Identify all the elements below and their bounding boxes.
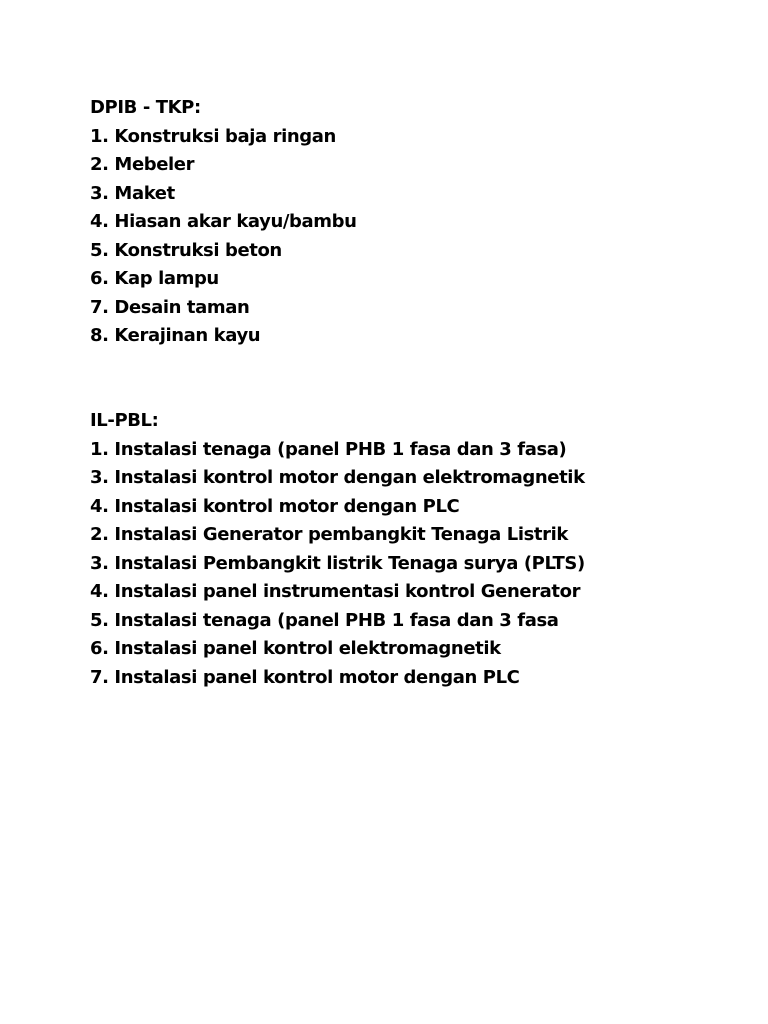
item-list — [90, 123, 750, 351]
list-item: 3. Maket — [90, 182, 175, 204]
list-item: 5. Instalasi tenaga (panel PHB 1 fasa dan 3 fasa — [90, 609, 559, 631]
list-item: 4. Instalasi kontrol motor dengan PLC — [90, 495, 460, 517]
section-heading: IL-PBL: — [90, 410, 159, 431]
list-item: 3. Instalasi kontrol motor dengan elektromagnetik — [90, 467, 585, 488]
section-dpib-tkp — [90, 94, 750, 351]
list-item: 8. Kerajinan kayu — [90, 325, 261, 346]
list-item: 1. Konstruksi baja ringan — [90, 125, 336, 147]
section-heading: DPIB - TKP: — [90, 97, 201, 118]
list-item: 7. Desain taman — [90, 296, 250, 318]
list-item: 5. Konstruksi beton — [90, 239, 282, 261]
list-item: 6. Kap lampu — [90, 268, 219, 289]
list-item: 6. Instalasi panel kontrol elektromagnetik — [90, 638, 501, 659]
list-item: 1. Instalasi tenaga (panel PHB 1 fasa dan 3 fasa) — [90, 438, 567, 460]
list-item: 2. Instalasi Generator pembangkit Tenaga Listrik — [90, 524, 568, 545]
list-item: 3. Instalasi Pembangkit listrik Tenaga surya (PLTS) — [90, 552, 585, 574]
item-list — [90, 436, 750, 693]
list-item: 4. Instalasi panel instrumentasi kontrol Generator — [90, 581, 581, 602]
list-item: 2. Mebeler — [90, 154, 195, 175]
section-il-pbl — [90, 407, 750, 692]
list-item: 7. Instalasi panel kontrol motor dengan PLC — [90, 666, 520, 688]
list-item: 4. Hiasan akar kayu/bambu — [90, 211, 357, 232]
